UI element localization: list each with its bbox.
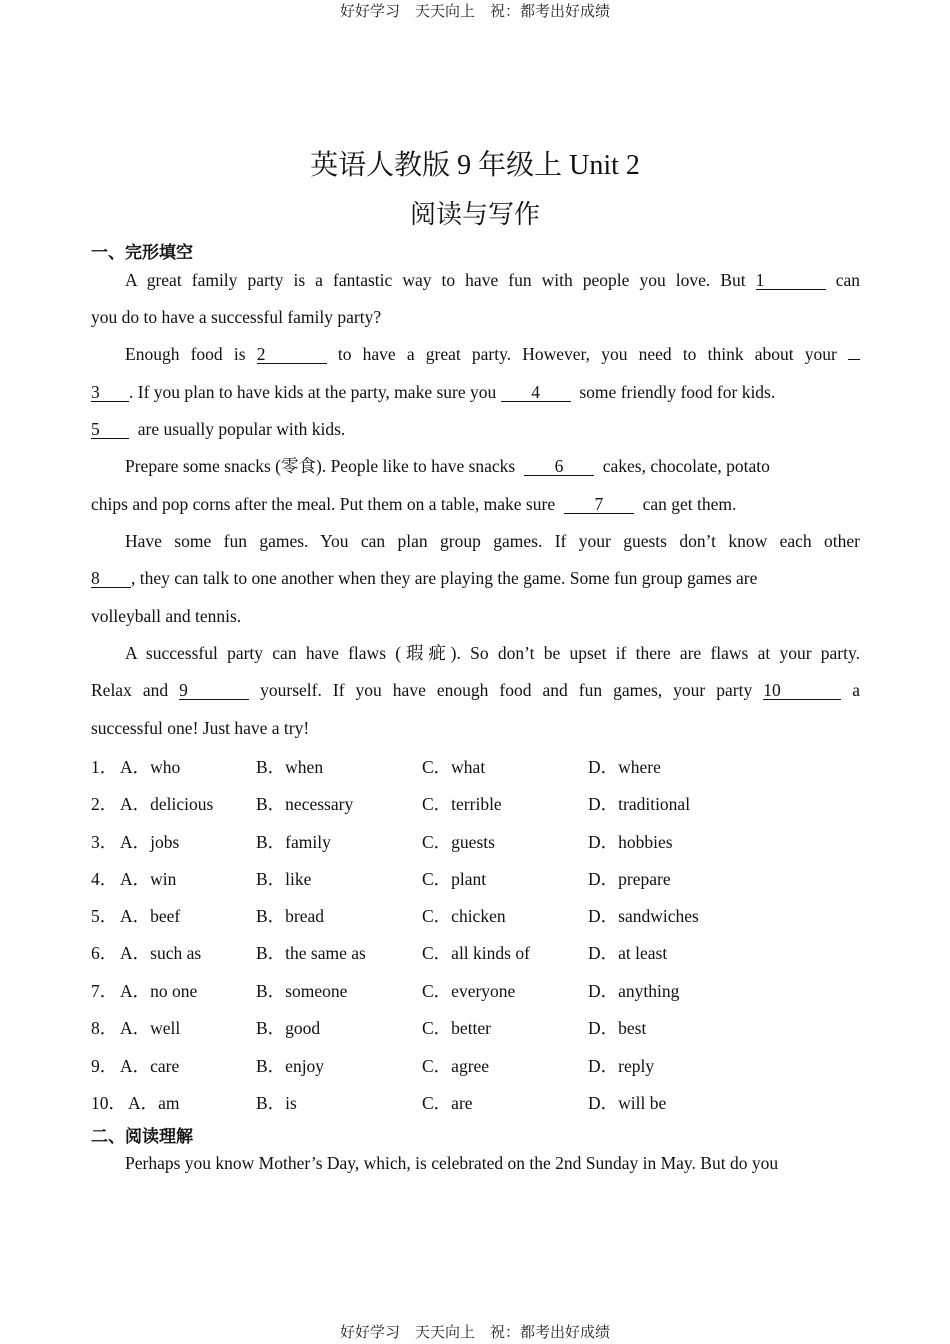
question-number: 8． bbox=[91, 1018, 118, 1038]
option-a: A．care bbox=[120, 1056, 180, 1076]
blank-1: 1 bbox=[756, 271, 826, 290]
option-b: B．like bbox=[256, 869, 312, 889]
option-a: A．win bbox=[120, 869, 177, 889]
option-b: B．family bbox=[256, 832, 331, 852]
passage-line: A great family party is a fantastic way to have fun with people you love. But 1 can bbox=[125, 270, 860, 290]
option-b: B．when bbox=[256, 757, 324, 777]
passage-line: Enough food is 2 to have a great party. However, you need to think about your bbox=[91, 343, 860, 365]
option-c: C．all kinds of bbox=[422, 943, 530, 963]
option-b: B．bread bbox=[256, 906, 325, 926]
question-number: 10． bbox=[91, 1093, 126, 1113]
passage-line: chips and pop corns after the meal. Put them on a table, make sure 7 can get them. bbox=[91, 494, 737, 514]
question-number: 7． bbox=[91, 981, 118, 1001]
blank-9: 9 bbox=[179, 681, 249, 700]
passage-line: successful one! Just have a try! bbox=[91, 718, 310, 738]
option-d: D．prepare bbox=[588, 869, 671, 889]
document-subtitle: 阅读与写作 bbox=[409, 200, 540, 230]
blank-8: 8 bbox=[91, 569, 131, 588]
document-title: 英语人教版 9 年级上 Unit 2 bbox=[310, 150, 640, 181]
option-c: C．what bbox=[422, 757, 486, 777]
question-number: 3． bbox=[91, 832, 118, 852]
option-d: D．hobbies bbox=[588, 832, 673, 852]
option-d: D．at least bbox=[588, 943, 668, 963]
section-cloze-heading: 一、完形填空 bbox=[91, 243, 193, 263]
passage-line: 5 are usually popular with kids. bbox=[91, 419, 346, 439]
option-b: B．is bbox=[256, 1093, 297, 1113]
question-number: 6． bbox=[91, 943, 118, 963]
passage-line: Have some fun games. You can plan group games. If your guests don’t know each other bbox=[125, 531, 860, 551]
passage-line: you do to have a successful family party? bbox=[91, 307, 382, 327]
option-a: A．beef bbox=[120, 906, 181, 926]
page-footer: 好好学习 天天向上 祝：都考出好成绩 bbox=[339, 1323, 610, 1341]
blank-5: 5 bbox=[91, 420, 129, 439]
option-c: C．better bbox=[422, 1018, 492, 1038]
passage-line: Relax and 9 yourself. If you have enough food and fun games, your party 10 a bbox=[91, 680, 861, 700]
question-number: 9． bbox=[91, 1056, 118, 1076]
option-d: D．will be bbox=[588, 1093, 667, 1113]
blank-2: 2 bbox=[257, 345, 327, 364]
option-c: C．plant bbox=[422, 869, 487, 889]
blank-3: 3 bbox=[91, 383, 129, 402]
question-number: 4． bbox=[91, 869, 118, 889]
option-c: C．agree bbox=[422, 1056, 490, 1076]
blank-7: 7 bbox=[564, 495, 634, 514]
passage-line: Prepare some snacks (零食). People like to have snacks 6 cakes, chocolate, potato bbox=[125, 456, 770, 476]
option-a: A．delicious bbox=[120, 794, 214, 814]
blank-6: 6 bbox=[524, 457, 594, 476]
blank-10: 10 bbox=[763, 681, 841, 700]
blank-4: 4 bbox=[501, 383, 571, 402]
page-header: 好好学习 天天向上 祝：都考出好成绩 bbox=[339, 2, 610, 20]
passage-line: 3 . If you plan to have kids at the party, make sure you 4 some friendly food for kids. bbox=[91, 382, 776, 402]
option-a: A．well bbox=[120, 1018, 181, 1038]
option-c: C．chicken bbox=[422, 906, 506, 926]
option-d: D．sandwiches bbox=[588, 906, 699, 926]
option-b: B．someone bbox=[256, 981, 348, 1001]
reading-passage-line: Perhaps you know Mother’s Day, which, is celebrated on the 2nd Sunday in May. But do you bbox=[125, 1153, 779, 1173]
option-b: B．enjoy bbox=[256, 1056, 325, 1076]
option-d: D．reply bbox=[588, 1056, 655, 1076]
option-c: C．everyone bbox=[422, 981, 516, 1001]
option-b: B．the same as bbox=[256, 943, 366, 963]
option-a: A．such as bbox=[120, 943, 202, 963]
option-c: C．guests bbox=[422, 832, 495, 852]
passage-line: 8 , they can talk to one another when they are playing the game. Some fun group games are bbox=[91, 568, 758, 588]
question-number: 2． bbox=[91, 794, 118, 814]
option-d: D．anything bbox=[588, 981, 680, 1001]
option-d: D．best bbox=[588, 1018, 647, 1038]
section-reading-heading: 二、阅读理解 bbox=[91, 1127, 193, 1147]
option-c: C．are bbox=[422, 1093, 473, 1113]
option-a: A．am bbox=[128, 1093, 180, 1113]
passage-line: A successful party can have flaws (瑕疵). So don’t be upset if there are flaws at your party. bbox=[125, 643, 860, 663]
option-a: A．no one bbox=[120, 981, 198, 1001]
option-a: A．who bbox=[120, 757, 181, 777]
passage-line: volleyball and tennis. bbox=[91, 606, 242, 626]
option-b: B．necessary bbox=[256, 794, 354, 814]
option-d: D．where bbox=[588, 757, 661, 777]
option-d: D．traditional bbox=[588, 794, 691, 814]
question-number: 5． bbox=[91, 906, 118, 926]
question-number: 1． bbox=[91, 757, 118, 777]
option-a: A．jobs bbox=[120, 832, 180, 852]
option-c: C．terrible bbox=[422, 794, 502, 814]
option-b: B．good bbox=[256, 1018, 321, 1038]
